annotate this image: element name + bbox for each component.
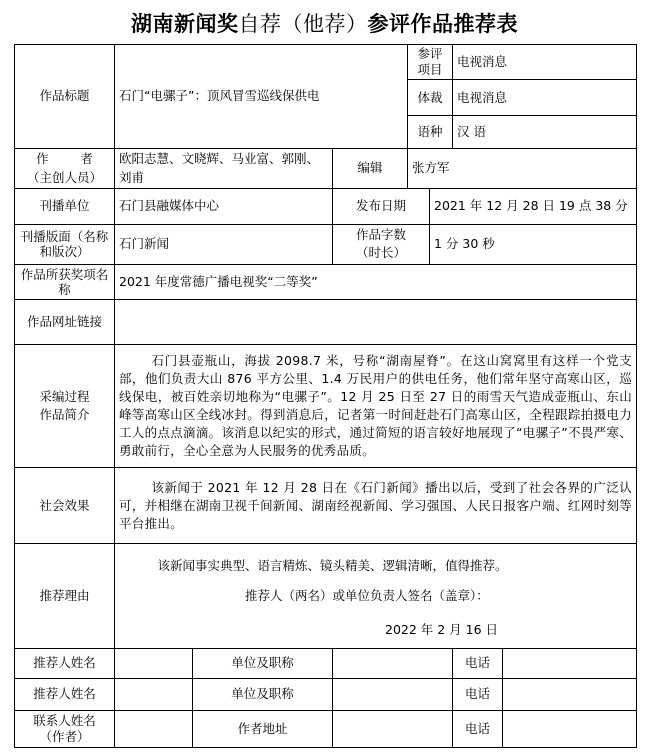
genre-label: 体裁 bbox=[408, 79, 453, 116]
recommendation-form bbox=[14, 44, 637, 748]
recommender-1-name bbox=[115, 649, 193, 679]
language-label: 语种 bbox=[408, 116, 453, 149]
effect-text: 该新闻于 2021 年 12 月 28 日在《石门新闻》播出以后，受到了社会各界的广泛认可，并相继在湖南卫视千间新闻、湖南经视新闻、学习强国、人民日报客户端、红网时刻等平台推出。 bbox=[115, 468, 637, 544]
recommender-1-unit bbox=[333, 649, 453, 679]
reason-text: 该新闻事实典型、语言精炼、镜头精美、逻辑清晰，值得推荐。 bbox=[157, 558, 508, 574]
contact-label bbox=[15, 711, 115, 748]
publish-date-label: 发布日期 bbox=[333, 188, 430, 224]
contact-label-line-2: （作者） bbox=[39, 729, 90, 745]
intro-label bbox=[15, 344, 115, 467]
url-value bbox=[115, 300, 637, 345]
category-value: 电视消息 bbox=[453, 45, 637, 80]
publish-date-value: 2021 年 12 月 28 日 19 点 38 分 bbox=[430, 188, 637, 224]
recommender-2-name bbox=[115, 678, 193, 711]
length-value: 1 分 30 秒 bbox=[430, 224, 637, 265]
title-main: 湖南新闻奖 bbox=[131, 11, 239, 36]
length-label-line-2: （时长） bbox=[355, 245, 406, 261]
authors-value: 欧阳志慧、文晓辉、马业富、郭刚、刘甫 bbox=[115, 149, 333, 189]
recommender-1-unit-label: 单位及职称 bbox=[193, 649, 333, 679]
intro-text: 石门县壶瓶山，海拔 2098.7 米，号称“湖南屋脊”。在这山窝窝里有这样一个党支部，他们负责大山 876 平方公里、1.4 万民用户的供电任务，他们常年坚守高寒山区，巡线保电，被百姓亲切地称为“电骡子”。12 月 25 日至 27 日的雨雪天气造成壶瓶山、东山峰等高寒山区全线冰封。得到消息后，记者第一时间赶赴石门高寒山区，全程跟踪拍摄电力工人的点点滴滴。该消息以纪实的形式，通过简短的语言较好地展现了“电骡子”不畏严寒、勇敢前行，全心全意为人民服务的优秀品质。 bbox=[115, 344, 637, 467]
intro-label-line-2: 作品简介 bbox=[39, 406, 90, 422]
work-title-value: 石门“电骡子”：顶风冒雪巡线保供电 bbox=[115, 45, 408, 149]
title-tail: 参评作品推荐表 bbox=[367, 11, 518, 36]
reason-cell bbox=[115, 544, 637, 649]
length-label-line-1: 作品字数 bbox=[355, 227, 406, 243]
recommender-1-phone bbox=[503, 649, 637, 679]
url-label: 作品网址链接 bbox=[15, 300, 115, 345]
length-label bbox=[333, 224, 430, 265]
genre-value: 电视消息 bbox=[453, 79, 637, 116]
editor-value: 张方军 bbox=[408, 149, 637, 189]
award-label: 作品所获奖项名称 bbox=[15, 265, 115, 300]
author-label-line-1: 作 者 bbox=[36, 151, 93, 167]
contact-label-line-1: 联系人姓名 bbox=[33, 713, 96, 729]
reason-label: 推荐理由 bbox=[15, 544, 115, 649]
publisher-label: 刊播单位 bbox=[15, 188, 115, 224]
address-value bbox=[333, 711, 453, 748]
award-value: 2021 年度常德广播电视奖“二等奖” bbox=[115, 265, 637, 300]
recommender-2-phone bbox=[503, 678, 637, 711]
contact-name bbox=[115, 711, 193, 748]
category-label: 参评项目 bbox=[408, 45, 453, 80]
publisher-value: 石门县融媒体中心 bbox=[115, 188, 333, 224]
title-self: 自荐（他荐） bbox=[238, 12, 368, 36]
recommender-2-unit bbox=[333, 678, 453, 711]
language-value: 汉 语 bbox=[453, 116, 637, 149]
recommender-1-label: 推荐人姓名 bbox=[15, 649, 115, 679]
work-title-label: 作品标题 bbox=[15, 45, 115, 149]
author-label bbox=[15, 149, 115, 189]
recommender-1-phone-label: 电话 bbox=[453, 649, 503, 679]
recommender-2-unit-label: 单位及职称 bbox=[193, 678, 333, 711]
author-label-line-2: （主创人员） bbox=[26, 169, 102, 185]
edition-value: 石门新闻 bbox=[115, 224, 333, 265]
signature-line: 推荐人（两名）或单位负责人签名（盖章）： bbox=[245, 588, 489, 604]
recommender-2-label: 推荐人姓名 bbox=[15, 678, 115, 711]
effect-label: 社会效果 bbox=[15, 468, 115, 544]
edition-label: 刊播版面（名称和版次） bbox=[15, 224, 115, 265]
sign-date: 2022 年 2 月 16 日 bbox=[385, 622, 499, 638]
intro-label-line-1: 采编过程 bbox=[39, 388, 90, 404]
page-title bbox=[0, 8, 649, 38]
editor-label: 编辑 bbox=[333, 149, 408, 189]
recommender-2-phone-label: 电话 bbox=[453, 678, 503, 711]
address-label: 作者地址 bbox=[193, 711, 333, 748]
contact-phone bbox=[503, 711, 637, 748]
contact-phone-label: 电话 bbox=[453, 711, 503, 748]
